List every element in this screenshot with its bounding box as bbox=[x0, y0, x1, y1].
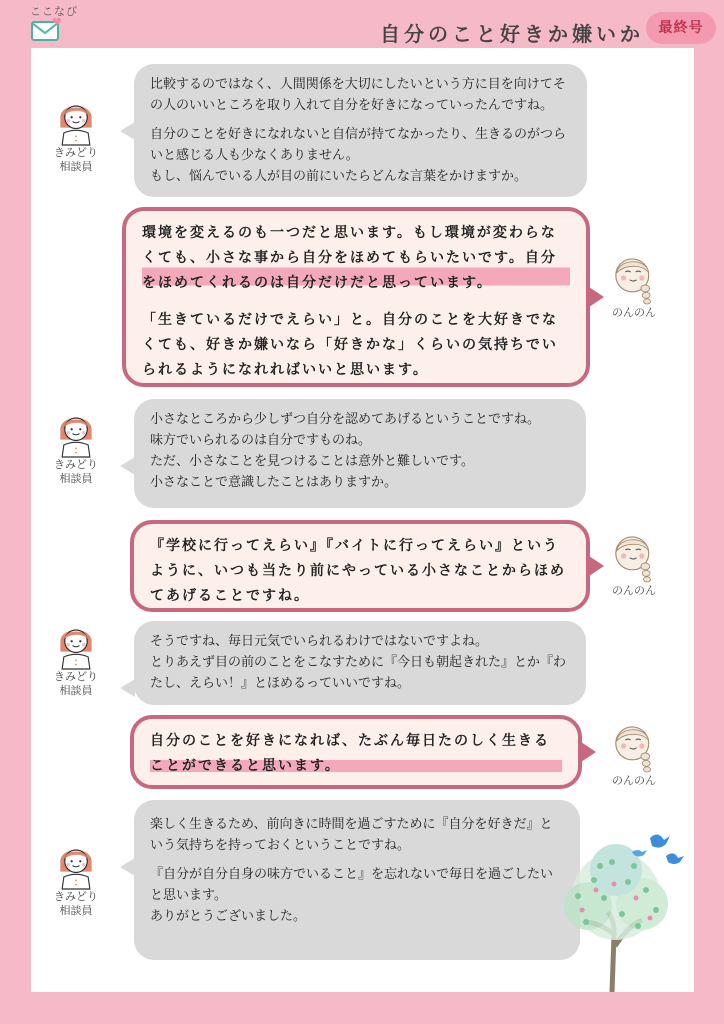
counselor-message-1 bbox=[134, 64, 587, 197]
message-text: 小さなところから少しずつ自分を認めてあげるということですね。 bbox=[150, 412, 541, 427]
message-text: 環境を変えるのも一つだと思います。もし環境が変わらなくても、小さな事から自分をほめてもらいたいです。自分をほめてくれるのは自分だけだと思っています。 bbox=[142, 221, 570, 296]
counselor-name: きみどり bbox=[54, 670, 98, 683]
message-text: 自分のことを好きになれば、たぶん毎日たのしく生きることができると思います。 bbox=[150, 729, 562, 779]
counselor-avatar bbox=[46, 92, 106, 174]
message-text: 「生きているだけでえらい」と。自分のことを大好きでなくても、好きか嫌いなら「好きかな」くらいの気持ちでいられるようになれればいいと思います。 bbox=[142, 312, 558, 378]
counselor-role: 相談員 bbox=[59, 684, 93, 697]
counselor-role: 相談員 bbox=[59, 160, 93, 173]
counselor-avatar bbox=[46, 836, 106, 918]
counselor-name: きみどり bbox=[54, 458, 98, 471]
counselor-name: きみどり bbox=[54, 146, 98, 159]
counselor-message-2 bbox=[134, 399, 586, 508]
message-text: 小さなことで意識したことはありますか。 bbox=[150, 475, 398, 490]
message-text: 味方でいられるのは自分ですものね。 bbox=[150, 433, 372, 448]
guest-name: のんのん bbox=[612, 306, 656, 319]
message-text: ありがとうございました。 bbox=[150, 909, 307, 924]
counselor-message-3 bbox=[134, 621, 586, 705]
guest-message-1 bbox=[122, 207, 590, 387]
guest-message-3 bbox=[130, 715, 582, 789]
envelope-heart-icon bbox=[30, 16, 64, 44]
message-text: そうですね、毎日元気でいられるわけではないですよね。 bbox=[150, 634, 489, 649]
counselor-avatar bbox=[46, 404, 106, 486]
message-text: もし、悩んでいる人が目の前にいたらどんな言葉をかけますか。 bbox=[150, 169, 528, 184]
braided-girl-icon bbox=[608, 718, 660, 774]
woman-counselor-icon bbox=[50, 92, 102, 146]
guest-message-2 bbox=[130, 520, 590, 612]
counselor-avatar bbox=[46, 616, 106, 698]
guest-name: のんのん bbox=[612, 774, 656, 787]
woman-counselor-icon bbox=[50, 836, 102, 890]
page-title: 自分のこと好きか嫌いか bbox=[380, 22, 644, 46]
page-header bbox=[0, 0, 724, 48]
woman-counselor-icon bbox=[50, 616, 102, 670]
message-text: 楽しく生きるため、前向きに時間を過ごすために『自分を好きだ』という気持ちを持っておくということですね。 bbox=[150, 817, 553, 853]
braided-girl-icon bbox=[608, 250, 660, 306]
guest-avatar bbox=[604, 718, 664, 788]
counselor-role: 相談員 bbox=[59, 472, 93, 485]
message-text: 『自分が自分自身の味方でいること』を忘れないで毎日を過ごしたいと思います。 bbox=[150, 867, 554, 903]
message-text: 比較するのではなく、人間関係を大切にしたいという方に目を向けてその人のいいところを取り入れて自分を好きになっていったんですね。 bbox=[150, 77, 566, 113]
counselor-role: 相談員 bbox=[59, 904, 93, 917]
issue-badge: 最終号 bbox=[646, 12, 716, 44]
logo-text: ここなび bbox=[30, 5, 78, 18]
message-text: 自分のことを好きになれないと自信が持てなかったり、生きるのがつらいと感じる人も少なくありません。 bbox=[150, 127, 567, 163]
guest-avatar bbox=[604, 528, 664, 598]
counselor-message-4 bbox=[134, 800, 580, 960]
guest-name: のんのん bbox=[612, 584, 656, 597]
woman-counselor-icon bbox=[50, 404, 102, 458]
counselor-name: きみどり bbox=[54, 890, 98, 903]
message-text: とりあえず目の前のことをこなすために『今日も朝起きれた』とか『わたし、えらい！』とほめるっていいですね。 bbox=[150, 655, 567, 691]
message-text: ただ、小さなことを見つけることは意外と難しいです。 bbox=[150, 454, 474, 469]
guest-avatar bbox=[604, 250, 664, 320]
message-text: 『学校に行ってえらい』『バイトに行ってえらい』というように、いつも当たり前にやっている小さなことからほめてあげることですね。 bbox=[150, 538, 566, 604]
tree-decoration bbox=[538, 826, 694, 992]
braided-girl-icon bbox=[608, 528, 660, 584]
